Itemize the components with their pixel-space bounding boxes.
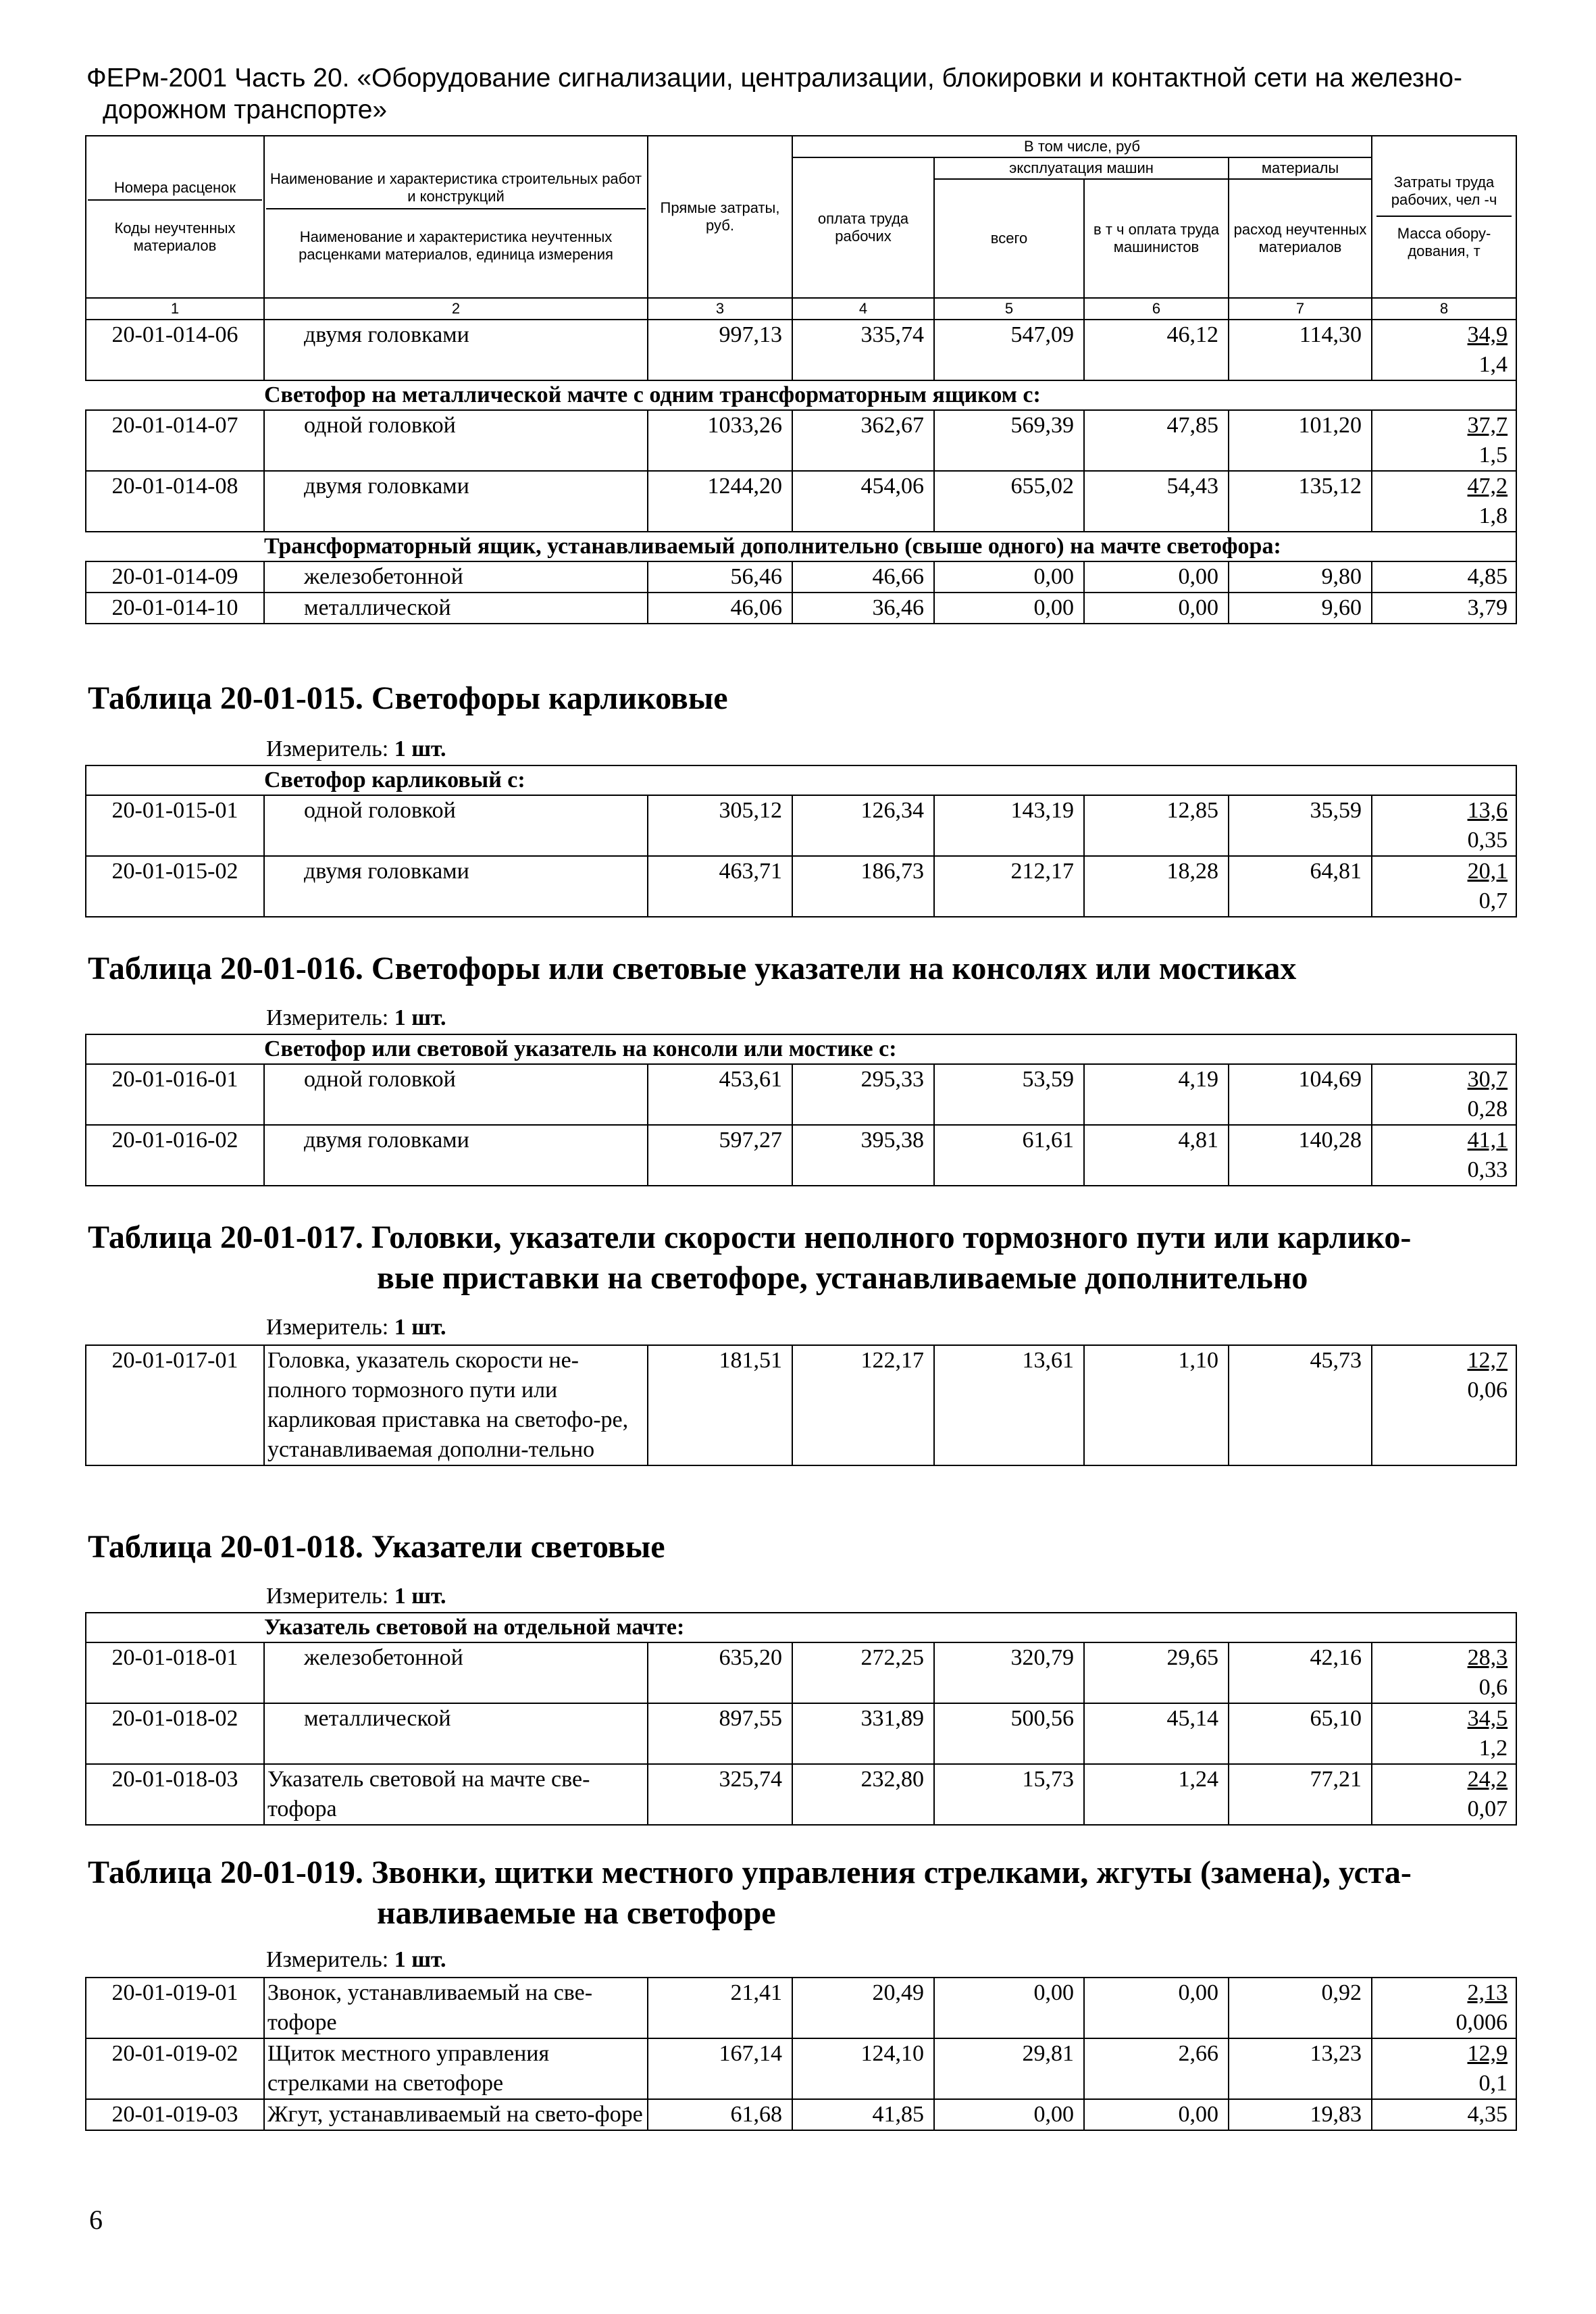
materials-header: материалы <box>1229 157 1372 179</box>
direct-cost: 167,14 <box>648 2038 792 2099</box>
title-line-2: навливаемые на светофоре <box>377 1895 776 1931</box>
header-line-1: ФЕРм-2001 Часть 20. «Оборудование сигнализации, централизации, блокировки и контактной сети на железно- <box>86 64 1462 93</box>
materials-cost: 13,23 <box>1229 2038 1372 2099</box>
section-row <box>86 765 1516 795</box>
machinist-wage: 18,28 <box>1084 856 1229 917</box>
mass-header: Масса обору-дования, т <box>1397 225 1491 259</box>
equipment-mass: 1,5 <box>1478 443 1508 468</box>
table-018 <box>85 1612 1517 1826</box>
table-row <box>86 1642 1516 1703</box>
machinist-wage: 1,10 <box>1084 1345 1229 1465</box>
col-num-8: 8 <box>1372 298 1516 320</box>
equipment-mass: 0,33 <box>1467 1157 1508 1182</box>
equipment-mass: 0,07 <box>1467 1796 1508 1821</box>
measure-unit: Измеритель: 1 шт. <box>266 1947 446 1972</box>
labor-hours: 3,79 <box>1372 593 1516 624</box>
col2-top: Наименование и характеристика строительных работ и конструкций <box>266 170 646 209</box>
equipment-mass: 0,28 <box>1467 1097 1508 1122</box>
machine-cost: 29,81 <box>934 2038 1084 2099</box>
table-row <box>86 1978 1516 2038</box>
equipment-mass: 0,35 <box>1467 828 1508 853</box>
rate-name: Указатель световой на мачте све-тофора <box>264 1764 648 1825</box>
rate-code: 20-01-014-06 <box>86 320 264 380</box>
materials-cost: 9,80 <box>1229 561 1372 593</box>
materials-cost: 9,60 <box>1229 593 1372 624</box>
machine-cost: 0,00 <box>934 593 1084 624</box>
direct-cost: 21,41 <box>648 1978 792 2038</box>
rate-name: железобетонной <box>264 1642 648 1703</box>
table-row <box>86 1703 1516 1764</box>
rate-name: металлической <box>264 1703 648 1764</box>
rate-name: двумя головками <box>264 320 648 380</box>
materials-cost: 19,83 <box>1229 2099 1372 2130</box>
labor-cost: 124,10 <box>792 2038 934 2099</box>
rate-code: 20-01-016-01 <box>86 1064 264 1125</box>
labor-hours: 12,9 <box>1467 2041 1508 2066</box>
col-num-2: 2 <box>264 298 648 320</box>
rate-code: 20-01-015-02 <box>86 856 264 917</box>
machine-cost: 143,19 <box>934 795 1084 856</box>
table-019 <box>85 1977 1517 2131</box>
table-017 <box>85 1344 1517 1466</box>
direct-cost: 453,61 <box>648 1064 792 1125</box>
section-title: Трансформаторный ящик, устанавливаемый дополнительно (свыше одного) на мачте светофора: <box>264 532 1516 561</box>
machine-cost: 13,61 <box>934 1345 1084 1465</box>
machine-cost: 61,61 <box>934 1125 1084 1186</box>
labor-hours: 28,3 <box>1467 1645 1508 1670</box>
materials-cost: 64,81 <box>1229 856 1372 917</box>
labor-hours: 34,9 <box>1467 322 1508 347</box>
rate-name: Головка, указатель скорости не-полного тормозного пути или карликовая приставка на светофо-ре, устанавливаемая дополни-тельно <box>264 1345 648 1465</box>
machine-cost: 547,09 <box>934 320 1084 380</box>
col1-bottom: Коды неучтенных материалов <box>114 220 236 254</box>
materials-cost: 42,16 <box>1229 1642 1372 1703</box>
equipment-mass: 0,6 <box>1478 1675 1508 1700</box>
direct-cost: 597,27 <box>648 1125 792 1186</box>
table-row <box>86 856 1516 917</box>
labor-cost: 20,49 <box>792 1978 934 2038</box>
col-num-3: 3 <box>648 298 792 320</box>
labor-cost: 41,85 <box>792 2099 934 2130</box>
machine-cost: 320,79 <box>934 1642 1084 1703</box>
labor-hours: 13,6 <box>1467 798 1508 823</box>
equipment-mass: 1,4 <box>1478 352 1508 377</box>
labor-hours: 2,13 <box>1467 1980 1508 2005</box>
machinist-wage: 0,00 <box>1084 1978 1229 2038</box>
table-row <box>86 320 1516 380</box>
measure-unit: Измеритель: 1 шт. <box>266 1584 446 1609</box>
rate-name: двумя головками <box>264 1125 648 1186</box>
equipment-mass: 0,006 <box>1456 2010 1508 2035</box>
labor-hours: 47,2 <box>1467 474 1508 499</box>
direct-cost: 997,13 <box>648 320 792 380</box>
materials-cost: 135,12 <box>1229 471 1372 532</box>
table-015-title: Таблица 20-01-015. Светофоры карликовые <box>88 680 728 716</box>
direct-cost: 1033,26 <box>648 410 792 471</box>
machinist-wage: 0,00 <box>1084 561 1229 593</box>
section-row <box>86 1613 1516 1642</box>
labor-cost: 272,25 <box>792 1642 934 1703</box>
col1-top: Номера расценок <box>88 179 262 201</box>
labor-hours: 12,7 <box>1467 1348 1508 1373</box>
table-row <box>86 1064 1516 1125</box>
machinist-wage: 4,81 <box>1084 1125 1229 1186</box>
equipment-mass: 0,1 <box>1478 2071 1508 2096</box>
measure-unit: Измеритель: 1 шт. <box>266 1315 446 1340</box>
machines-header: эксплуатация машин <box>934 157 1229 179</box>
labor-cost: 186,73 <box>792 856 934 917</box>
mat-unacc-header: расход неучтенных материалов <box>1229 179 1372 298</box>
mach-wage-header: в т ч оплата труда машинистов <box>1084 179 1229 298</box>
column-numbers <box>86 298 1516 320</box>
header-line-2: дорожном транспорте» <box>103 95 388 124</box>
section-title: Светофор карликовый с: <box>264 765 1516 795</box>
direct-cost: 56,46 <box>648 561 792 593</box>
labor-cost: 362,67 <box>792 410 934 471</box>
title-line-1: Таблица 20-01-017. Головки, указатели скорости неполного тормозного пути или карлико- <box>88 1219 1412 1255</box>
title-line-1: Таблица 20-01-019. Звонки, щитки местного управления стрелками, жгуты (замена), уста- <box>88 1855 1412 1890</box>
machinist-wage: 29,65 <box>1084 1642 1229 1703</box>
materials-cost: 140,28 <box>1229 1125 1372 1186</box>
rate-name: одной головкой <box>264 410 648 471</box>
machinist-wage: 2,66 <box>1084 2038 1229 2099</box>
machinist-wage: 0,00 <box>1084 593 1229 624</box>
materials-cost: 77,21 <box>1229 1764 1372 1825</box>
labor-hours: 4,35 <box>1372 2099 1516 2130</box>
direct-cost: 305,12 <box>648 795 792 856</box>
labor-cost: 331,89 <box>792 1703 934 1764</box>
machine-cost: 0,00 <box>934 2099 1084 2130</box>
rate-code: 20-01-019-01 <box>86 1978 264 2038</box>
table-016 <box>85 1034 1517 1186</box>
rate-code: 20-01-019-02 <box>86 2038 264 2099</box>
materials-cost: 35,59 <box>1229 795 1372 856</box>
rate-code: 20-01-019-03 <box>86 2099 264 2130</box>
machinist-wage: 54,43 <box>1084 471 1229 532</box>
labor-cost-header: Затраты труда рабочих, чел -ч <box>1376 174 1512 217</box>
labor-hours: 34,5 <box>1467 1706 1508 1731</box>
direct-cost: 325,74 <box>648 1764 792 1825</box>
machine-cost: 569,39 <box>934 410 1084 471</box>
equipment-mass: 0,06 <box>1467 1378 1508 1403</box>
labor-cost: 36,46 <box>792 593 934 624</box>
table-016-title: Таблица 20-01-016. Светофоры или световые указатели на консолях или мостиках <box>88 951 1297 986</box>
table-row <box>86 1345 1516 1465</box>
machinist-wage: 12,85 <box>1084 795 1229 856</box>
equipment-mass: 1,2 <box>1478 1736 1508 1761</box>
materials-cost: 114,30 <box>1229 320 1372 380</box>
labor-hours: 41,1 <box>1467 1128 1508 1153</box>
rate-name: Жгут, устанавливаемый на свето-форе <box>264 2099 648 2130</box>
machine-cost: 0,00 <box>934 561 1084 593</box>
table-row <box>86 1125 1516 1186</box>
rate-name: металлической <box>264 593 648 624</box>
machine-cost: 655,02 <box>934 471 1084 532</box>
table-015 <box>85 765 1517 917</box>
table-014-continuation <box>85 135 1517 624</box>
section-title: Светофор на металлической мачте с одним трансформаторным ящиком с: <box>264 380 1516 410</box>
measure-unit: Измеритель: 1 шт. <box>266 1005 446 1030</box>
rate-name: одной головкой <box>264 795 648 856</box>
col-num-4: 4 <box>792 298 934 320</box>
rate-code: 20-01-016-02 <box>86 1125 264 1186</box>
rate-code: 20-01-018-01 <box>86 1642 264 1703</box>
rate-code: 20-01-014-07 <box>86 410 264 471</box>
rate-code: 20-01-015-01 <box>86 795 264 856</box>
labor-hours: 4,85 <box>1372 561 1516 593</box>
labor-cost: 126,34 <box>792 795 934 856</box>
table-row <box>86 795 1516 856</box>
page-number: 6 <box>89 2205 103 2235</box>
machine-cost: 15,73 <box>934 1764 1084 1825</box>
table-row <box>86 471 1516 532</box>
labor-header: оплата труда рабочих <box>792 157 934 298</box>
section-row <box>86 380 1516 410</box>
machine-cost: 500,56 <box>934 1703 1084 1764</box>
section-row <box>86 532 1516 561</box>
labor-hours: 30,7 <box>1467 1067 1508 1092</box>
incl-header: В том числе, руб <box>792 136 1372 157</box>
col-num-1: 1 <box>86 298 264 320</box>
machine-cost: 53,59 <box>934 1064 1084 1125</box>
labor-hours: 20,1 <box>1467 859 1508 884</box>
labor-hours: 37,7 <box>1467 413 1508 438</box>
col-num-6: 6 <box>1084 298 1229 320</box>
table-018-title: Таблица 20-01-018. Указатели световые <box>88 1529 665 1565</box>
col-num-5: 5 <box>934 298 1084 320</box>
materials-cost: 65,10 <box>1229 1703 1372 1764</box>
machine-cost: 0,00 <box>934 1978 1084 2038</box>
column-header <box>86 136 1516 320</box>
labor-hours: 24,2 <box>1467 1767 1508 1792</box>
materials-cost: 104,69 <box>1229 1064 1372 1125</box>
section-title: Светофор или световой указатель на консоли или мостике с: <box>264 1034 1516 1064</box>
rate-code: 20-01-014-09 <box>86 561 264 593</box>
direct-cost: 181,51 <box>648 1345 792 1465</box>
machinist-wage: 4,19 <box>1084 1064 1229 1125</box>
machinist-wage: 46,12 <box>1084 320 1229 380</box>
materials-cost: 101,20 <box>1229 410 1372 471</box>
labor-cost: 295,33 <box>792 1064 934 1125</box>
labor-cost: 122,17 <box>792 1345 934 1465</box>
measure-unit: Измеритель: 1 шт. <box>266 736 446 761</box>
col2-bottom: Наименование и характеристика неучтенных расценками материалов, единица измерения <box>299 228 613 263</box>
col-num-7: 7 <box>1229 298 1372 320</box>
mach-all-header: всего <box>934 179 1084 298</box>
direct-cost: 897,55 <box>648 1703 792 1764</box>
rate-code: 20-01-017-01 <box>86 1345 264 1465</box>
table-row <box>86 2038 1516 2099</box>
rate-name: двумя головками <box>264 471 648 532</box>
table-row <box>86 410 1516 471</box>
direct-cost: 635,20 <box>648 1642 792 1703</box>
labor-cost: 46,66 <box>792 561 934 593</box>
table-row <box>86 2099 1516 2130</box>
rate-name: одной головкой <box>264 1064 648 1125</box>
rate-code: 20-01-018-03 <box>86 1764 264 1825</box>
table-019-title <box>88 1853 1412 1934</box>
page-header <box>86 62 1518 126</box>
rate-code: 20-01-018-02 <box>86 1703 264 1764</box>
direct-cost: 46,06 <box>648 593 792 624</box>
labor-cost: 395,38 <box>792 1125 934 1186</box>
machinist-wage: 45,14 <box>1084 1703 1229 1764</box>
labor-cost: 232,80 <box>792 1764 934 1825</box>
equipment-mass: 1,8 <box>1478 503 1508 528</box>
section-row <box>86 1034 1516 1064</box>
direct-cost: 463,71 <box>648 856 792 917</box>
rate-code: 20-01-014-08 <box>86 471 264 532</box>
machinist-wage: 0,00 <box>1084 2099 1229 2130</box>
title-line-2: вые приставки на светофоре, устанавливаемые дополнительно <box>377 1260 1308 1296</box>
machinist-wage: 47,85 <box>1084 410 1229 471</box>
rate-code: 20-01-014-10 <box>86 593 264 624</box>
direct-cost: 61,68 <box>648 2099 792 2130</box>
table-row <box>86 593 1516 624</box>
labor-cost: 454,06 <box>792 471 934 532</box>
section-title: Указатель световой на отдельной мачте: <box>264 1613 1516 1642</box>
machine-cost: 212,17 <box>934 856 1084 917</box>
table-row <box>86 561 1516 593</box>
labor-cost: 335,74 <box>792 320 934 380</box>
rate-name: железобетонной <box>264 561 648 593</box>
rate-name: двумя головками <box>264 856 648 917</box>
rate-name: Щиток местного управления стрелками на светофоре <box>264 2038 648 2099</box>
rate-name: Звонок, устанавливаемый на све-тофоре <box>264 1978 648 2038</box>
materials-cost: 0,92 <box>1229 1978 1372 2038</box>
equipment-mass: 0,7 <box>1478 888 1508 913</box>
direct-cost: 1244,20 <box>648 471 792 532</box>
table-017-title <box>88 1217 1411 1299</box>
machinist-wage: 1,24 <box>1084 1764 1229 1825</box>
materials-cost: 45,73 <box>1229 1345 1372 1465</box>
col3-header: Прямые затраты, руб. <box>648 136 792 298</box>
table-row <box>86 1764 1516 1825</box>
